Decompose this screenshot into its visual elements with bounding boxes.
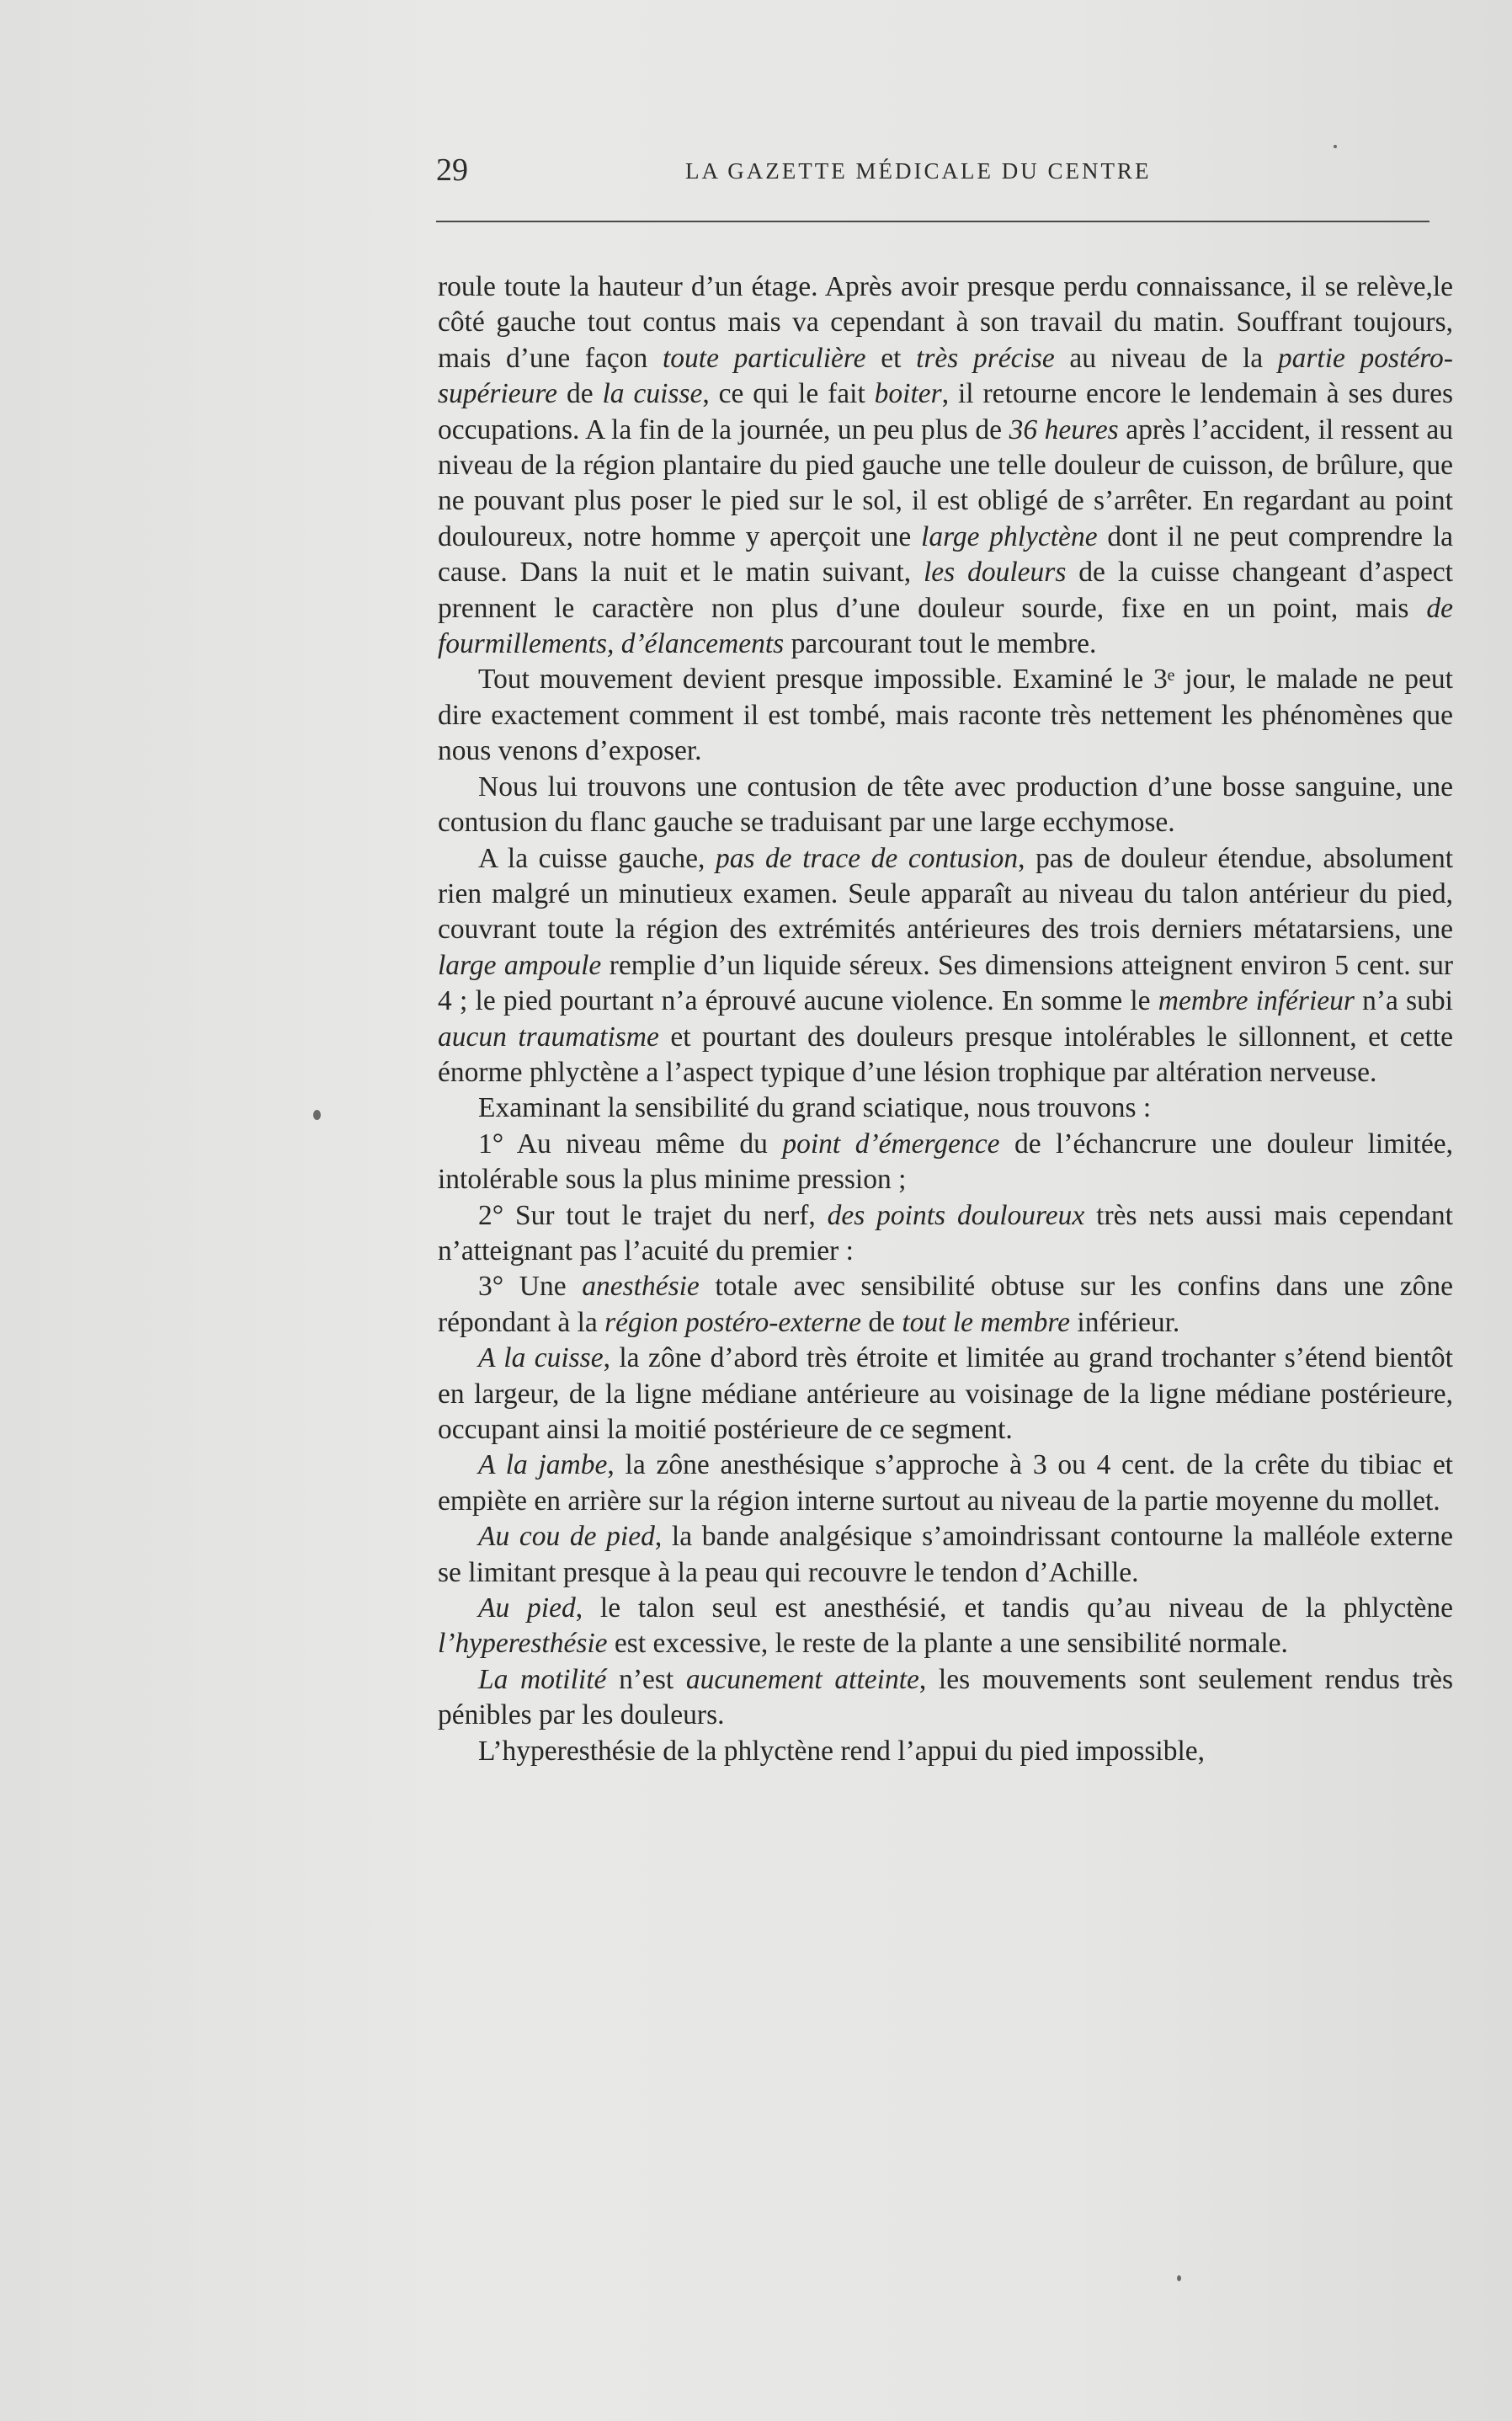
paragraph (438, 1341, 1453, 1448)
journal-title: LA GAZETTE MÉDICALE DU CENTRE (685, 158, 1152, 184)
italic-run: très précise (916, 342, 1055, 374)
italic-run: membre inférieur (1158, 985, 1355, 1017)
italic-run: 36 heures (1009, 413, 1119, 445)
page-number: 29 (436, 152, 468, 188)
paragraph (438, 1448, 1453, 1519)
italic-run: de fourmillements, d’élancements (438, 592, 1453, 660)
italic-run: Au cou de pied (478, 1521, 655, 1553)
paragraph (438, 841, 1453, 1091)
text-run: , pas de douleur étendue, absolument rien malgré un minutieux examen. Seule apparaît au niveau du talon antérieur du pied, couvrant toute la région des extrémités antérieures des trois derniers métatarsiens, une (438, 842, 1453, 946)
italic-run: partie postéro-supérieure (438, 342, 1453, 410)
text-run: totale avec sensibilité obtuse sur les confins dans une zône répondant à la (438, 1271, 1453, 1338)
italic-run: tout le membre (902, 1306, 1071, 1338)
text-run: de la cuisse changeant d’aspect prennent le caractère non plus d’une douleur sourde, fixe en un point, mais (438, 557, 1453, 624)
italic-run: la cuisse (602, 378, 703, 410)
text-run: de (557, 378, 603, 410)
text-run: 1° Au niveau même du (478, 1128, 783, 1160)
paragraph (438, 662, 1453, 769)
paragraph (438, 1198, 1453, 1270)
italic-run: les douleurs (924, 557, 1067, 589)
text-run: n’a subi (1354, 985, 1453, 1017)
italic-run: A la jambe (478, 1449, 608, 1481)
text-run: de l’échancrure une douleur limitée, intolérable sous la plus minime pression ; (438, 1128, 1453, 1196)
text-run: 2° Sur tout le trajet du nerf, (478, 1199, 828, 1231)
italic-run: des points douloureux (827, 1199, 1085, 1231)
italic-run: pas de trace de contusion (715, 842, 1019, 874)
text-run: , la zône d’abord très étroite et limitée au grand trochanter s’étend bientôt en largeur, de la ligne médiane antérieure au voisinage de la ligne médiane postérieure, occupant ainsi la moitié postérieure de ce segment. (438, 1342, 1453, 1445)
paragraph (438, 770, 1453, 841)
italic-run: large phlyctène (921, 520, 1098, 552)
text-run: A la cuisse gauche, (478, 842, 716, 874)
text-run: , il retourne encore le lendemain à ses dures occupations. A la fin de la journée, un peu plus de (438, 378, 1453, 445)
italic-run: l’hyperesthésie (438, 1628, 608, 1660)
italic-run: boiter (874, 378, 942, 410)
text-run: roule toute la hauteur d’un étage. Après avoir presque perdu connaissance, il se relève,le côté gauche tout contus mais va cependant à son travail du matin. Souffrant toujours, mais d’une façon (438, 271, 1453, 374)
italic-run: large ampoule (438, 949, 602, 981)
text-run: après l’accident, il ressent au niveau de la région plantaire du pied gauche une telle douleur de cuisson, de brûlure, que ne pouvant plus poser le pied sur le sol, il est obligé de s’arrêter. En regardant au point douloureux, notre homme y aperçoit une (438, 413, 1453, 552)
italic-run: A la cuisse (478, 1342, 604, 1374)
text-run: de (860, 1306, 902, 1338)
paragraph (438, 1091, 1453, 1126)
italic-run: région postéro-externe (604, 1306, 861, 1338)
text-run: très nets aussi mais cependant n’atteignant pas l’acuité du premier : (438, 1199, 1453, 1266)
text-run: , les mouvements sont seulement rendus très pénibles par les douleurs. (438, 1663, 1454, 1731)
italic-run: aucun traumatisme (438, 1021, 659, 1053)
text-run: , la zône anesthésique s’approche à 3 ou 4 cent. de la crête du tibiac et empiète en arrière sur la région interne surtout au niveau de la partie moyenne du mollet. (438, 1449, 1453, 1517)
running-header (436, 152, 1429, 194)
italic-run: toute particulière (662, 342, 866, 374)
text-run: , ce qui le fait (702, 378, 875, 410)
text-run: L’hyperesthésie de la phlyctène rend l’appui du pied impossible, (478, 1735, 1206, 1767)
italic-run: Au pied (478, 1592, 576, 1624)
italic-run: point d’émergence (782, 1128, 1000, 1160)
print-speck (1177, 2275, 1181, 2281)
text-run: parcourant tout le membre. (784, 628, 1097, 660)
paragraph (438, 1519, 1453, 1591)
text-run: n’est (606, 1663, 686, 1695)
paragraph (438, 1734, 1453, 1769)
text-run: et (865, 342, 917, 374)
text-run: , la bande analgésique s’amoindrissant contourne la malléole externe se limitant presque à la peau qui recouvre le tendon d’Achille. (438, 1521, 1453, 1588)
text-run: au niveau de la (1054, 342, 1278, 374)
text-run: est excessive, le reste de la plante a une sensibilité normale. (607, 1628, 1288, 1660)
italic-run: La motilité (478, 1663, 607, 1695)
text-run: dont il ne peut comprendre la cause. Dans la nuit et le matin suivant, (438, 520, 1453, 589)
italic-run: aucunement atteinte (685, 1663, 919, 1695)
italic-run: anesthésie (582, 1271, 700, 1303)
text-run: Nous lui trouvons une contusion de tête avec production d’une bosse sanguine, une contusion du flanc gauche se traduisant par une large ecchymose. (438, 771, 1453, 839)
text-run: Examinant la sensibilité du grand sciatique, nous trouvons : (478, 1092, 1152, 1124)
paragraph (438, 1591, 1453, 1662)
text-run: remplie d’un liquide séreux. Ses dimensions atteignent environ 5 cent. sur 4 ; le pied pourtant n’a éprouvé aucune violence. En somme le (438, 949, 1453, 1017)
paragraph (438, 269, 1453, 662)
print-speck (313, 1110, 321, 1120)
text-run: inférieur. (1070, 1306, 1180, 1338)
paragraph (438, 1269, 1453, 1341)
paragraph (438, 1127, 1453, 1198)
header-rule (436, 221, 1429, 222)
paragraph (438, 1662, 1453, 1734)
text-run: , le talon seul est anesthésié, et tandis qu’au niveau de la phlyctène (575, 1592, 1453, 1624)
text-run: et pourtant des douleurs presque intolérables le sillonnent, et cette énorme phlyctène a l’aspect typique d’une lésion trophique par altération nerveuse. (438, 1021, 1454, 1088)
text-run: 3° Une (478, 1271, 583, 1303)
article-body (438, 269, 1453, 1769)
print-speck (1334, 145, 1337, 148)
text-run: Tout mouvement devient presque impossible. Examiné le 3ᵉ jour, le malade ne peut dire exactement comment il est tombé, mais raconte très nettement les phénomènes que nous venons d’exposer. (438, 664, 1453, 767)
